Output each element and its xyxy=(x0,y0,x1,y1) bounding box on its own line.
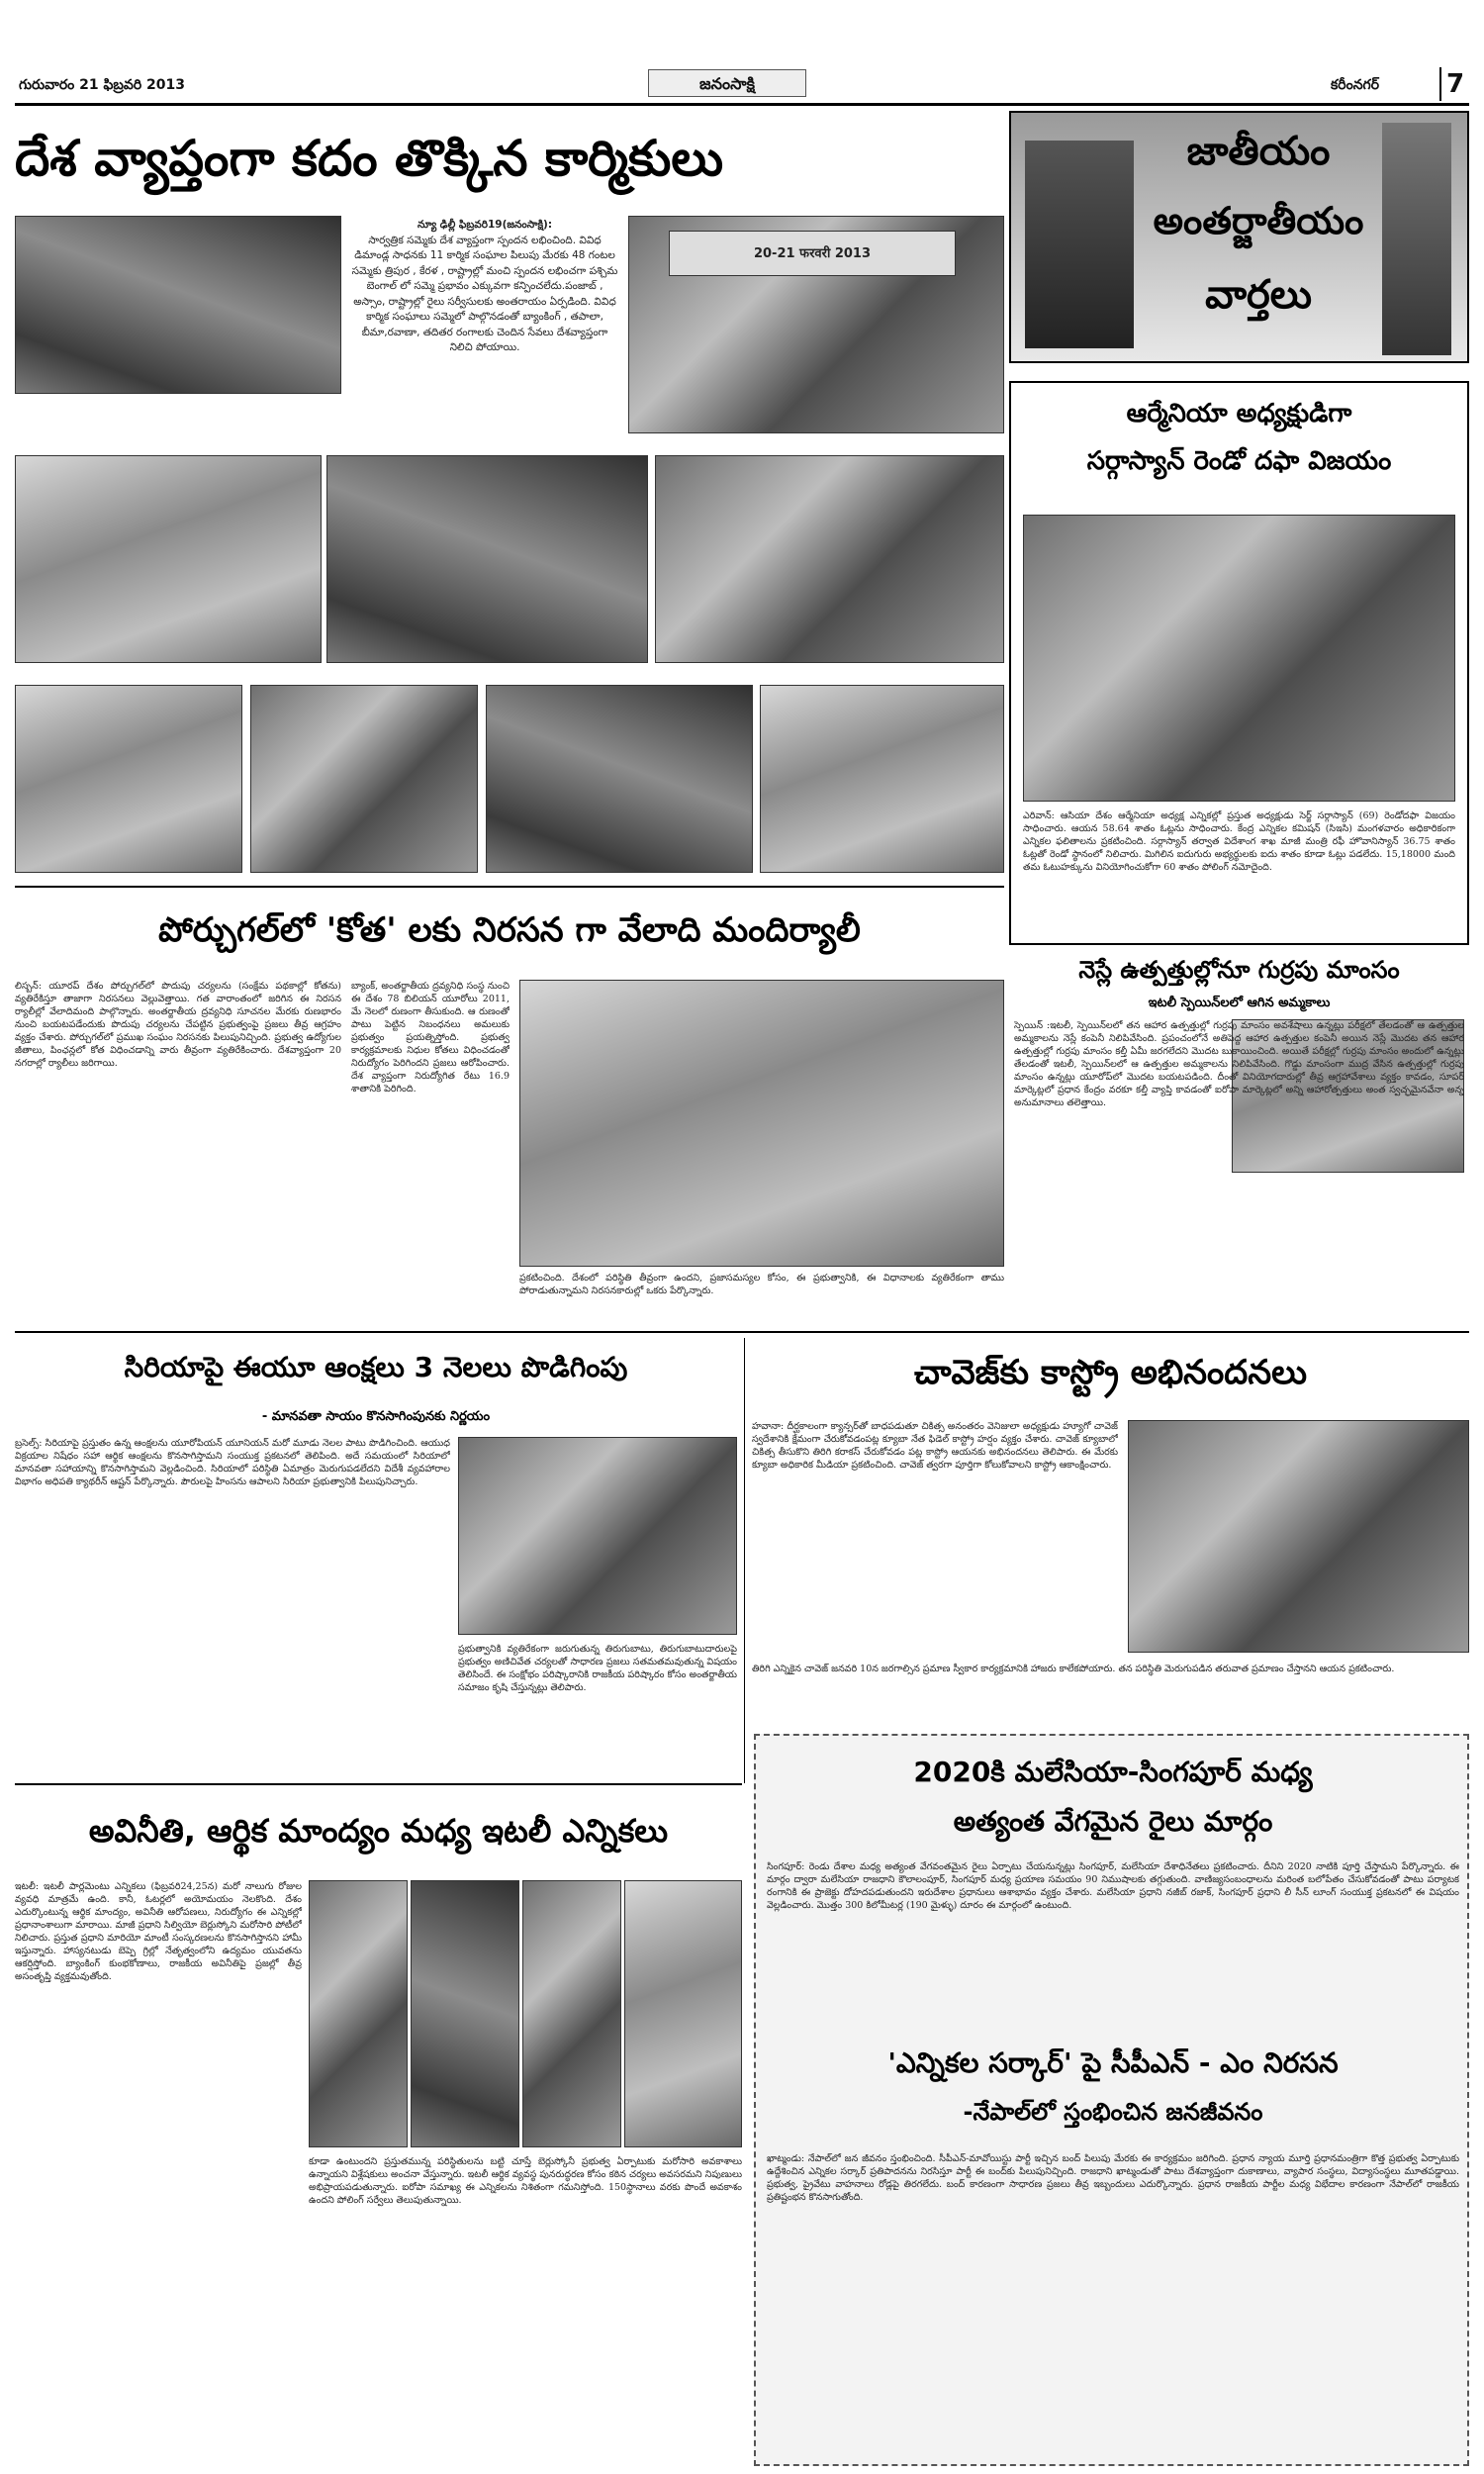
lead-photo-protesters xyxy=(15,216,341,394)
rail-text: సింగపూర్: రెండు దేశాల మధ్య అత్యంత వేగవంతమైన రైలు ఏర్పాటు చేయనున్నట్లు సింగపూర్, మలేసియా దేశాధినేతలు ప్రకటించారు. దీనిని 2020 నాటికి పూర్తి చేస్తామని పేర్కొన్నారు. ఈ మార్గం ద్వారా మలేసియా రాజధాని కౌలాలంపూర్, సింగపూర్ మధ్య ప్రయాణ సమయం 90 నిముషాలకు తగ్గుతుంది. వాణిజ్యసంబంధాలను మరింత బలోపేతం చేసుకోవడంతో పాటు పర్యాటక రంగానికి ఈ ప్రాజెక్టు దోహదపడుతుందని ఇరుదేశాల ప్రధానులు ఆశాభావం వ్యక్తం చేశారు. మలేసియా ప్రధాని నజీబ్ రజాక్, సింగపూర్ ప్రధాని లీ సీన్ లూంగ్ సంయుక్త ప్రకటనలో ఈ విషయం వెల్లడించారు. మొత్తం 300 కిలోమీటర్ల (190 మైళ్ళు) దూరం ఈ మార్గంలో ఉంటుంది. xyxy=(767,1861,1459,1911)
paper-name: జనంసాక్షి xyxy=(699,74,755,93)
section-banner-line3: వార్తలు xyxy=(1205,272,1312,318)
armenia-headline-line2: సర్గాస్యాన్ రెండో దఫా విజయం xyxy=(1086,446,1392,476)
portugal-headline: పోర్చుగల్‌లో 'కోత' లకు నిరసన గా వేలాది మందిర్యాలీ xyxy=(158,910,861,950)
portugal-col2: బ్యాంక్, అంతర్జాతీయ ద్రవ్యనిధి సంస్థ నుంచి ఈ దేశం 78 బిలియన్ యూరోలు 2011, మే నెలలో రుణంగా తీసుకుంది. ఆ రుణంతో పాటు పెట్టిన నిబంధనలు అమలుకు ప్రభుత్వం ప్రయత్నిస్తోంది. ప్రభుత్వ కార్యక్రమాలకు నిధుల కోతలు విధించడంతో నిరుద్యోగం పెరిగిందని ప్రజలు ఆరోపించారు. దేశ వ్యాప్తంగా నిరుద్యోగిత రేటు 16.9 శాతానికి పెరిగింది. xyxy=(351,981,510,1094)
syria-photo-ashton xyxy=(458,1437,737,1635)
portugal-col1: లిస్బన్: యూరప్ దేశం పోర్చుగల్‌లో పొదుపు చర్యలను (సంక్షేమ పథకాల్లో కోతను) వ్యతిరేకిస్తూ తాజాగా నిరసనలు వెల్లువెత్తాయి. గత వారాంతంలో జరిగిన ఈ నిరసన ర్యాలీల్లో వేలాదిమంది పాల్గొన్నారు. అంతర్జాతీయ ద్రవ్యనిధి సూచనల మేరకు రుణభారం నుంచి బయటపడేందుకు పొదుపు చర్యలను చేపట్టిన ప్రభుత్వంపై ప్రజలు తీవ్ర ఆగ్రహం వ్యక్తం చేశారు. పోర్చుగల్‌లో ప్రముఖ సంఘం నిరసనకు పిలుపునిచ్చింది. ప్రభుత్వ ఉద్యోగుల జీతాలు, పింఛన్లలో కోత విధించడాన్ని వారు తీవ్రంగా వ్యతిరేకించారు. దేశవ్యాప్తంగా 20 నగరాల్లో ర్యాలీలు జరిగాయి. xyxy=(15,981,341,1069)
chavez-text2: తిరిగి ఎన్నికైన చావెజ్ జనవరి 10న జరగాల్సిన ప్రమాణ స్వీకార కార్యక్రమానికి హాజరు కాలేకపోయారు. తన పరిస్థితి మెరుగుపడిన తరువాత ప్రమాణం చేస్తానని ఆయన ప్రకటించారు. xyxy=(752,1664,1395,1674)
syria-headline: సిరియాపై ఈయూ ఆంక్షలు 3 నెలలు పొడిగింపు xyxy=(124,1351,628,1383)
lead-photo-bank-building xyxy=(655,455,1004,663)
section-banner-line1: జాతీయం xyxy=(1186,129,1331,174)
portugal-bottom-rule xyxy=(15,1331,1469,1333)
section-banner-line2: అంతర్జాతీయం xyxy=(1153,199,1364,242)
italy-photo-berlusconi xyxy=(411,1880,519,2147)
italy-photo-bersani xyxy=(522,1880,621,2147)
lead-dateline: న్యూ ఢిల్లీ ఫిబ్రవరి19(జనంసాక్షి): xyxy=(417,219,553,231)
rally-banner xyxy=(669,231,956,276)
lead-photo-railway-crowd xyxy=(326,455,648,663)
rail-headline-line2: అత్యంత వేగమైన రైలు మార్గం xyxy=(953,1805,1273,1838)
portugal-top-rule xyxy=(15,886,1004,888)
masthead-rule xyxy=(15,103,1469,106)
syria-text2: ప్రభుత్వానికి వ్యతిరేకంగా జరుగుతున్న తిరుగుబాటు, తిరుగుబాటుదారులపై ప్రభుత్వం అణిచివేత చర్యలతో సాధారణ ప్రజలు సతమతమవుతున్న విషయం తెలిసిందే. ఈ సంక్షోభం పరిష్కారానికి రాజకీయ పరిష్కారం కోసం అంతర్జాతీయ సమాజం కృషి చేస్తున్నట్లు తెలిపారు. xyxy=(458,1644,737,1693)
syria-text: బ్రసెల్స్: సిరియాపై ప్రస్తుతం ఉన్న ఆంక్షలను యూరోపియన్ యూనియన్ మరో మూడు నెలల పాటు పొడిగించింది. ఆయుధ విక్రయాల నిషేధం సహా ఆర్థిక ఆంక్షలను కొనసాగిస్తామని సంయుక్త ప్రకటనలో తెలిపింది. అదే సమయంలో సిరియాలో మానవతా సహాయాన్ని కొనసాగిస్తామని వెల్లడించింది. సిరియాలో పరిస్థితి ఏమాత్రం మెరుగుపడలేదని విదేశీ వ్యవహారాల విభాగం అధిపతి క్యాథరీన్ ఆష్టన్ పేర్కొన్నారు. పౌరులపై హింసను ఆపాలని సిరియా ప్రభుత్వానికి పిలుపునిచ్చారు. xyxy=(15,1438,450,1487)
chavez-headline: చావెజ్‌కు కాస్ట్రో అభినందనలు xyxy=(913,1353,1308,1392)
nepal-text: ఖాట్మండు: నేపాల్‌లో జన జీవనం స్తంభించింది. సీపీఎన్-మావోయిస్టు పార్టీ ఇచ్చిన బంద్ పిలుపు మేరకు ఈ కార్యక్రమం జరిగింది. ప్రధాన న్యాయ మూర్తి ప్రధానమంత్రిగా కొత్త ప్రభుత్వ ఏర్పాటుకు ఉద్దేశించిన ఎన్నికల సర్కార్ ప్రతిపాదనను నిరసిస్తూ పార్టీ ఈ బంద్‌కు పిలుపునిచ్చింది. రాజధాని ఖాట్మండుతో పాటు దేశవ్యాప్తంగా దుకాణాలు, వ్యాపార సంస్థలు, విద్యాసంస్థలు మూతపడ్డాయి. ప్రభుత్వ, ప్రైవేటు వాహనాలు రోడ్లపై తిరగలేదు. బంద్ కారణంగా సాధారణ ప్రజలు తీవ్ర ఇబ్బందులు ఎదుర్కొన్నారు. ప్రధాన రాజకీయ పార్టీల మధ్య విభేదాల కారణంగా నేపాల్‌లో రాజకీయ ప్రతిష్టంభన కొనసాగుతోంది. xyxy=(767,2153,1459,2203)
rail-headline-line1: 2020కి మలేసియా-సింగపూర్ మధ్య xyxy=(913,1756,1313,1788)
nestle-headline: నెస్లే ఉత్పత్తుల్లోనూ గుర్రపు మాంసం xyxy=(1078,956,1400,984)
lead-photo-banner-rally xyxy=(628,216,1004,433)
portugal-col3: ప్రకటించింది. దేశంలో పరిస్థితి తీవ్రంగా ఉందని, ప్రజాసమస్యల కోసం, ఈ ప్రభుత్వానికి, ఈ విధానాలకు వ్యతిరేకంగా తాము పోరాడుతున్నామని నిరసనకారుల్లో ఒకరు పేర్కొన్నారు. xyxy=(519,1273,1004,1296)
syria-subhead: - మానవతా సాయం కొనసాగింపునకు నిర్ణయం xyxy=(261,1409,491,1424)
section-banner xyxy=(1009,111,1469,363)
chavez-photo-castro xyxy=(1128,1420,1469,1653)
italy-col1: ఇటలీ: ఇటలీ పార్లమెంటు ఎన్నికలు (ఫిబ్రవరి24,25న) మరో నాలుగు రోజుల వ్యవధి మాత్రమే ఉంది. కానీ, ఓటర్లలో అయోమయం నెలకొంది. దేశం ఎదుర్కొంటున్న ఆర్థిక మాంద్యం, అవినీతి ఆరోపణలు, నిరుద్యోగం ఈ ఎన్నికల్లో ప్రధానాంశాలుగా మారాయి. మాజీ ప్రధాని సిల్వియో బెర్లుస్కోని మరోసారి పోటీలో నిలిచారు. ప్రస్తుత ప్రధాని మారియో మాంటీ సంస్కరణలను కొనసాగిస్తానని హామీ ఇస్తున్నారు. హాస్యనటుడు బెప్పె గ్రిల్లో నేతృత్వంలోని ఉద్యమం యువతను ఆకర్షిస్తోంది. బ్యాంకింగ్ కుంభకోణాలు, రాజకీయ అవినీతిపై ప్రజల్లో తీవ్ర అసంతృప్తి వ్యక్తమవుతోంది. xyxy=(15,1881,302,1982)
italy-col2: కూడా ఉంటుందని ప్రస్తుతమున్న పరిస్థితులను బట్టి చూస్తే బెర్లుస్కోనీ ప్రభుత్వ ఏర్పాటుకు మరోసారి అవకాశాలు ఉన్నాయని విశ్లేషకులు అంచనా వేస్తున్నారు. ఇటలీ ఆర్థిక వ్యవస్థ పునరుద్ధరణ కోసం కఠిన చర్యలు అవసరమని నిపుణులు అభిప్రాయపడుతున్నారు. ఐరోపా సమాఖ్య ఈ ఎన్నికలను నిశితంగా గమనిస్తోంది. 150స్థానాలు వరకు పొందే అవకాశం ఉందని పోలింగ్ సర్వేలు తెలుపుతున్నాయి. xyxy=(309,2156,742,2206)
masthead xyxy=(15,67,1469,103)
nepal-headline: 'ఎన్నికల సర్కార్' పై సీపీఎన్ - ఎం నిరసన xyxy=(887,2046,1339,2079)
lead-text: సార్వత్రిక సమ్మెకు దేశ వ్యాప్తంగా స్పందన లభించింది. వివిధ డిమాండ్ల సాధనకు 11 కార్మిక సంఘాల పిలుపు మేరకు 48 గంటల సమ్మెకు త్రిపుర , కేరళ , రాష్ట్రాల్లో మంచి స్పందన లభించగా పశ్చిమ బెంగాల్ లో సమ్మె ప్రభావం ఎక్కువగా కన్పించలేదు.పంజాబ్ , అస్సాం, రాష్ట్రాల్లో రైలు సర్వీసులకు అంతరాయం ఏర్పడింది. వివిధ కార్మిక సంఘాలు సమ్మెలో పాల్గొనడంతో బ్యాంకింగ్ , తపాలా, బీమా,రవాణా, తదితర రంగాలకు చెందిన సేవలు దేశవ్యాప్తంగా నిలిచి పోయాయి. xyxy=(351,234,618,353)
lead-photo-flags xyxy=(15,685,242,873)
nepal-subhead: -నేపాల్‌లో స్తంభించిన జనజీవనం xyxy=(963,2098,1263,2126)
india-gate-graphic xyxy=(1025,141,1134,348)
lead-photo-stage-banner xyxy=(760,685,1004,873)
page-number: 7 xyxy=(1439,67,1469,101)
lead-photo-women-march xyxy=(15,455,322,663)
lead-photo-seated-women xyxy=(250,685,478,873)
italy-top-rule xyxy=(15,1783,742,1785)
lead-photo-street-sit-in xyxy=(486,685,753,873)
armenia-photo-sargsyan xyxy=(1023,515,1455,802)
rally-banner-text: 20-21 फरवरी 2013 xyxy=(753,246,872,261)
lead-article xyxy=(351,218,618,435)
chavez-text: హవానా: దీర్ఘకాలంగా క్యాన్సర్‌తో బాధపడుతూ చికిత్స అనంతరం వెనిజులా అధ్యక్షుడు హ్యూగో చావెజ్ స్వదేశానికి క్షేమంగా చేరుకోవడంపట్ల క్యూబా నేత ఫిడెల్ కాస్ట్రో హర్షం వ్యక్తం చేశారు. చావెజ్ క్యూబాలో చికిత్స తీసుకొని తిరిగి కరాకస్ చేరుకోవడం పట్ల కాస్ట్రో ఆయనకు అభినందనలు తెలిపారు. ఈ మేరకు క్యూబా అధికారిక మీడియా ప్రకటించింది. చావెజ్ త్వరగా పూర్తిగా కోలుకోవాలని కాస్ట్రో ఆకాంక్షించారు. xyxy=(752,1421,1118,1471)
italy-headline: అవినీతి, ఆర్థిక మాంద్యం మధ్య ఇటలీ ఎన్నికలు xyxy=(88,1812,669,1850)
nestle-text: స్పెయిన్ :ఇటలీ, స్పెయిన్‌లలో తన ఆహార ఉత్పత్తుల్లో గుర్రపు మాంసం అవశేషాలు ఉన్నట్లు పరీక్షలో తేలడంతో ఆ ఉత్పత్తుల అమ్మకాలను నెస్లే కంపెనీ నిలిపివేసింది. ప్రపంచంలోనే అతిపెద్ద ఆహార ఉత్పత్తుల కంపెనీ అయిన నెస్లే మొదట తన ఆహార ఉత్పత్తుల్లో గుర్రపు మాంసం కల్తీ ఏమీ జరగలేదని మొదట బుకాయించింది. అయితే పరీక్షల్లో గుర్రపు మాంసం అందులో ఉన్నట్లు తేలడంతో ఇటలీ, స్పెయిన్‌లలో ఆ ఉత్పత్తుల అమ్మకాలను నిలిపివేసింది. గొడ్డు మాంసంగా ముద్ర వేసిన ఉత్పత్తుల్లో గుర్రపు మాంసం ఉన్నట్లు యూరోప్‌లో మొదట బయటపడింది. దీంతో వినియోగదారుల్లో తీవ్ర ఆగ్రహావేశాలు వ్యక్తం కావడం, సూపర్ మార్కెట్లలో ప్రధాన కేంద్రం వరకూ కల్తీ వ్యాప్తి కావడంతో ఐరోపా మార్కెట్లలో అన్ని ఆహారోత్పత్తులు అంత స్వచ్ఛమైనవేనా అన్న అనుమానాలు తలెత్తాయి. xyxy=(1014,1020,1464,1108)
statue-of-liberty-graphic xyxy=(1382,123,1451,355)
lead-headline: దేశ వ్యాప్తంగా కదం తొక్కిన కార్మికులు xyxy=(15,130,724,187)
armenia-text: ఎరివాన్: ఆసియా దేశం ఆర్మేనియా అధ్యక్ష ఎన్నికల్లో ప్రస్తుత అధ్యక్షుడు సెర్జ్ సర్గాస్యాన్ (69) రెండోదఫా విజయం సాధించారు. ఆయన 58.64 శాతం ఓట్లను సాధించారు. కేంద్ర ఎన్నికల కమిషన్ (సిఇసి) మంగళవారం అధికారికంగా ఎన్నికల ఫలితాలను ప్రకటించింది. సర్గాస్యాన్ తర్వాత విదేశాంగ శాఖ మాజీ మంత్రి రఫీ హొవానిస్యాన్ 36.75 శాతం ఓట్లతో రెండో స్థానంలో నిలిచారు. మిగిలిన ఐదుగురు అభ్యర్థులకు ఐదు శాతం కూడా ఓట్లు పడలేదు. 15,18000 మంది తమ ఓటుహక్కును వినియోగించుకోగా 60 శాతం పోలింగ్ నమోదైంది. xyxy=(1023,810,1455,873)
armenia-headline-line1: ఆర్మేనియా అధ్యక్షుడిగా xyxy=(1126,399,1352,428)
italy-photo-grillo xyxy=(309,1880,408,2147)
italy-photo-monti xyxy=(624,1880,742,2147)
paper-logo xyxy=(648,69,806,97)
issue-date: గురువారం 21 ఫిబ్రవరి 2013 xyxy=(19,77,186,93)
edition-city: కరీంనగర్ xyxy=(1331,77,1379,93)
nestle-subhead: ఇటలీ స్పెయిన్‌లలో ఆగిన అమ్మకాలు xyxy=(1148,996,1331,1010)
syria-chavez-divider xyxy=(744,1338,745,1783)
portugal-photo-rally xyxy=(519,980,1004,1267)
